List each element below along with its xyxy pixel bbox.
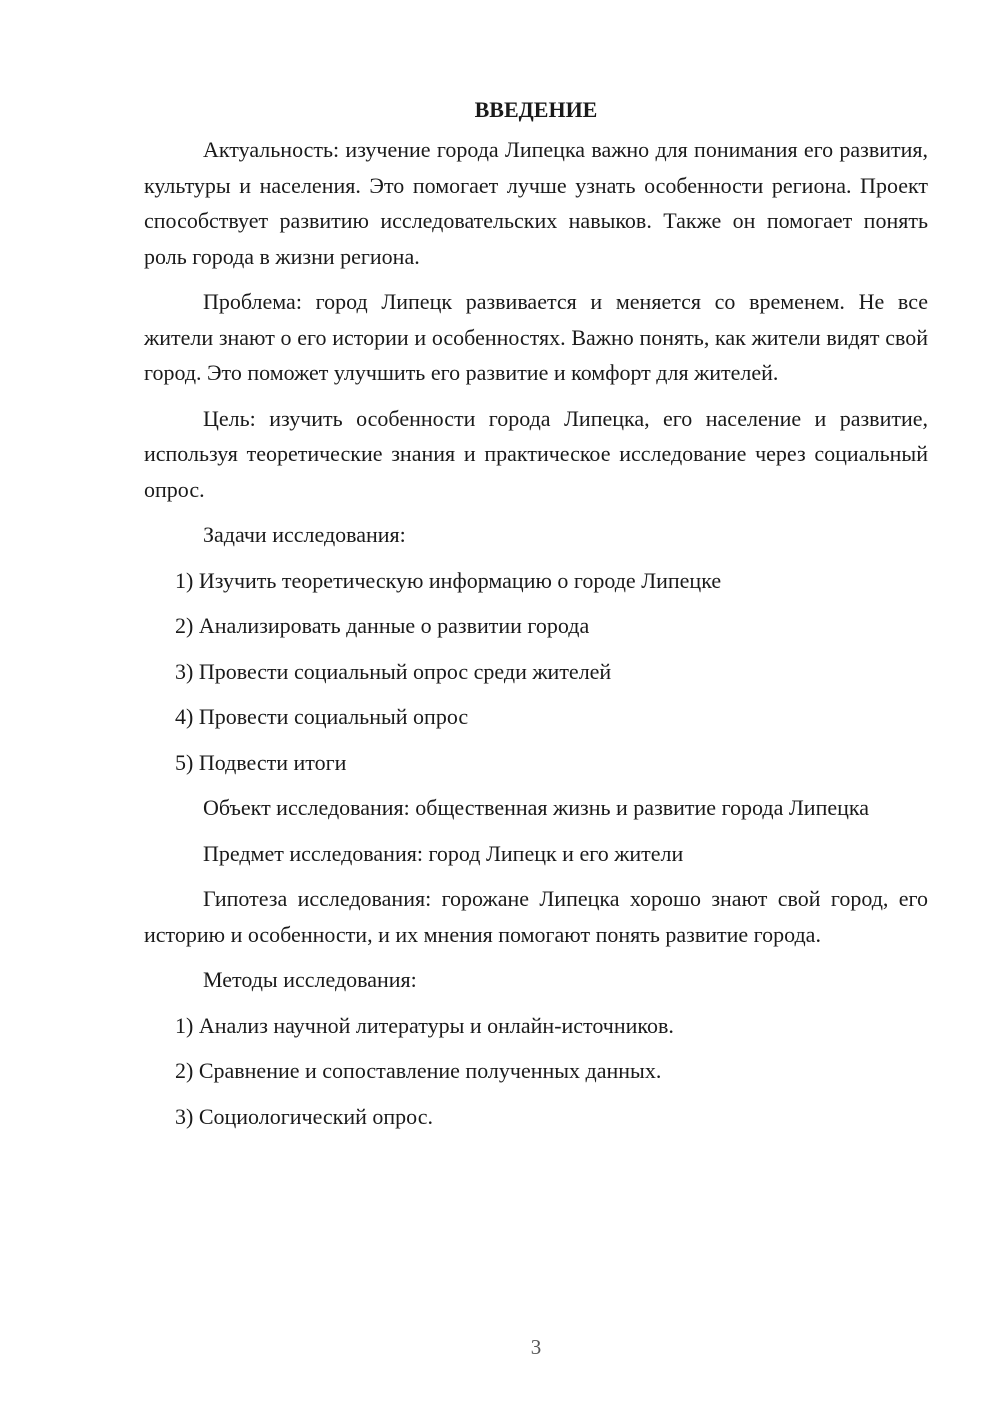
hypothesis-paragraph: Гипотеза исследования: горожане Липецка хорошо знают свой город, его историю и особенности, и их мнения помогают понять развитие города. xyxy=(144,886,928,947)
section-title: ВВЕДЕНИЕ xyxy=(474,97,598,122)
page-number: 3 xyxy=(530,1335,542,1359)
problem-paragraph: Проблема: город Липецк развивается и меняется со временем. Не все жители знают о его истории и особенностях. Важно понять, как жители видят свой город. Это поможет улучшить его развитие и комфорт для жителей. xyxy=(144,289,928,385)
subject-line: Предмет исследования: город Липецк и его жители xyxy=(203,840,684,866)
object-paragraph: Объект исследования: общественная жизнь и развитие города Липецка xyxy=(203,795,869,820)
methods-list xyxy=(144,1008,928,1135)
method-item: 2) Сравнение и сопоставление полученных данных. xyxy=(175,1058,662,1083)
method-item: 3) Социологический опрос. xyxy=(175,1103,433,1129)
tasks-heading: Задачи исследования: xyxy=(203,522,406,547)
method-item: 1) Анализ научной литературы и онлайн-источников. xyxy=(175,1012,674,1038)
goal-paragraph: Цель: изучить особенности города Липецка, его население и развитие, используя теоретические знания и практическое исследование через социальный опрос. xyxy=(144,405,928,502)
task-item: 1) Изучить теоретическую информацию о городе Липецке xyxy=(175,567,722,593)
task-item: 5) Подвести итоги xyxy=(175,749,347,775)
tasks-list xyxy=(144,563,928,781)
document-page xyxy=(144,92,928,1144)
task-item: 2) Анализировать данные о развитии города xyxy=(175,613,590,638)
task-item: 3) Провести социальный опрос среди жителей xyxy=(175,658,612,684)
relevance-paragraph: Актуальность: изучение города Липецка важно для понимания его развития, культуры и населения. Это помогает лучше узнать особенности региона. Проект способствует развитию исследовательских навыков. Также он помогает понять роль города в жизни региона. xyxy=(144,137,928,269)
task-item: 4) Провести социальный опрос xyxy=(175,704,469,729)
methods-heading: Методы исследования: xyxy=(203,967,417,992)
